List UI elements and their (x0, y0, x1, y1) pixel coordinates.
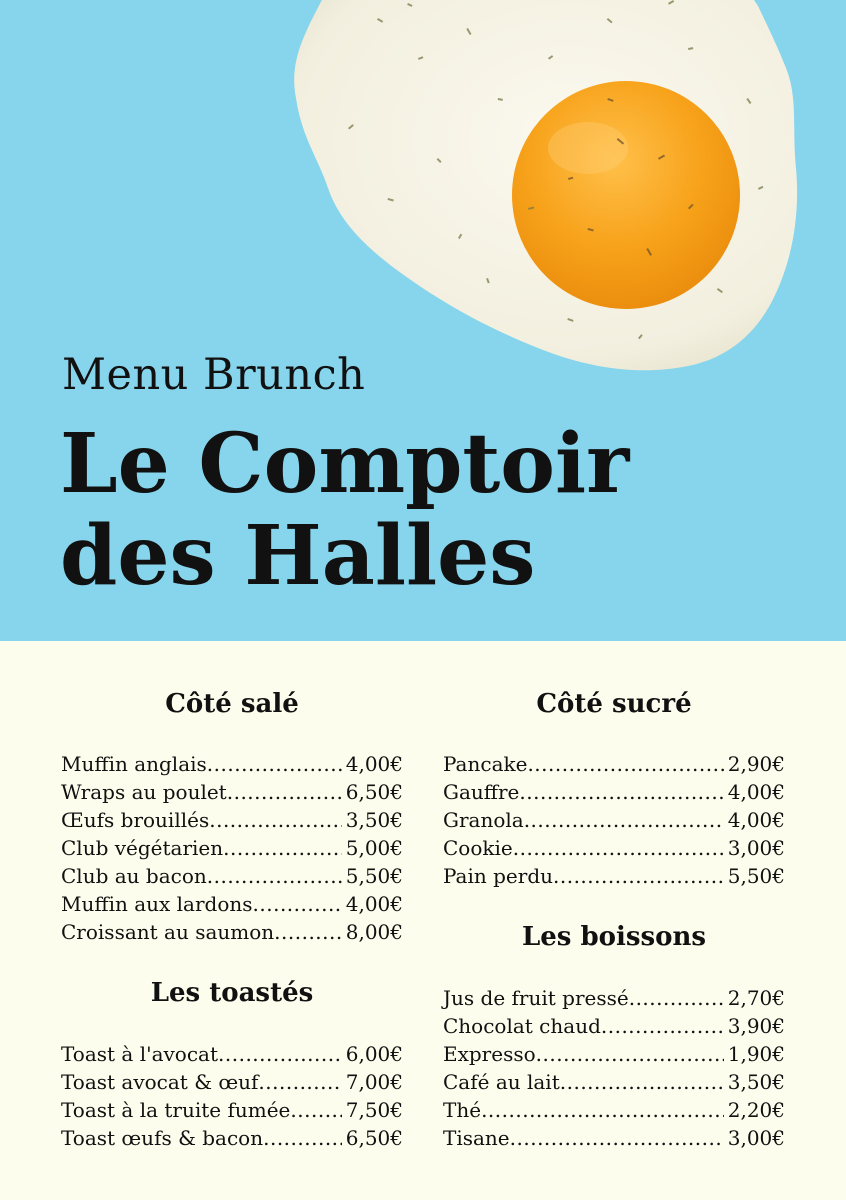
menu-item-name: Toast avocat & œuf (61, 1070, 259, 1094)
menu-item-price: 5,50€ (727, 864, 785, 888)
menu-item-price: 2,20€ (727, 1098, 785, 1122)
menu-item (61, 778, 403, 806)
restaurant-name-line2: des Halles (60, 508, 536, 604)
menu-item-name: Club au bacon (61, 864, 207, 888)
menu-item-name: Œufs brouillés (61, 808, 210, 832)
menu-item-name: Gauffre (443, 780, 520, 804)
menu-item-price: 7,50€ (345, 1098, 403, 1122)
restaurant-name-line1: Le Comptoir (60, 416, 630, 512)
section-title-sucre: Côté sucré (536, 689, 692, 719)
menu-item-name: Tisane (443, 1126, 510, 1150)
menu-item (61, 1040, 403, 1068)
dot-leader (207, 750, 342, 778)
dot-leader (263, 1124, 342, 1152)
fried-egg-image (288, 0, 808, 380)
menu-item (443, 984, 785, 1012)
menu-item-name: Pain perdu (443, 864, 553, 888)
menu-item-price: 3,50€ (727, 1070, 785, 1094)
menu-item-name: Jus de fruit pressé (443, 986, 629, 1010)
menu-item (443, 834, 785, 862)
dot-leader (519, 778, 723, 806)
menu-item (443, 1124, 785, 1152)
dot-leader (536, 1040, 724, 1068)
menu-item-name: Thé (443, 1098, 482, 1122)
menu-item (61, 750, 403, 778)
menu-item-price: 5,50€ (345, 864, 403, 888)
menu-item (443, 862, 785, 890)
dot-leader (527, 750, 723, 778)
section-list-boissons (443, 984, 785, 1152)
menu-item-price: 2,90€ (727, 752, 785, 776)
dot-leader (290, 1096, 341, 1124)
menu-item-name: Club végétarien (61, 836, 224, 860)
menu-item-name: Toast à la truite fumée (61, 1098, 291, 1122)
menu-item-name: Toast œufs & bacon (61, 1126, 264, 1150)
menu-item-price: 2,70€ (727, 986, 785, 1010)
menu-item-price: 3,50€ (345, 808, 403, 832)
menu-item (443, 750, 785, 778)
menu-item-name: Croissant au saumon (61, 920, 275, 944)
menu-item (61, 862, 403, 890)
menu-item (443, 1012, 785, 1040)
section-title-sale: Côté salé (165, 689, 299, 719)
menu-item-name: Granola (443, 808, 524, 832)
section-list-sucre (443, 750, 785, 890)
dot-leader (218, 1040, 342, 1068)
menu-item (443, 1068, 785, 1096)
menu-item-price: 5,00€ (345, 836, 403, 860)
dot-leader (274, 918, 342, 946)
menu-item (61, 806, 403, 834)
menu-item (443, 1040, 785, 1068)
menu-item-price: 4,00€ (345, 752, 403, 776)
menu-item-name: Chocolat chaud (443, 1014, 601, 1038)
dot-leader (629, 984, 724, 1012)
dot-leader (223, 834, 342, 862)
menu-item-name: Toast à l'avocat (61, 1042, 219, 1066)
menu-item (443, 806, 785, 834)
menu-item-price: 4,00€ (727, 780, 785, 804)
menu-item-price: 3,00€ (727, 1126, 785, 1150)
dot-leader (553, 862, 724, 890)
menu-item-price: 1,90€ (727, 1042, 785, 1066)
section-list-sale (61, 750, 403, 946)
menu-subtitle: Menu Brunch (62, 350, 366, 400)
menu-item (443, 778, 785, 806)
dot-leader (253, 890, 342, 918)
dot-leader (513, 834, 724, 862)
menu-item (61, 1068, 403, 1096)
menu-item (61, 918, 403, 946)
dot-leader (510, 1124, 724, 1152)
menu-item-price: 4,00€ (345, 892, 403, 916)
menu-item-name: Café au lait (443, 1070, 560, 1094)
menu-item-price: 3,90€ (727, 1014, 785, 1038)
menu-item-name: Expresso (443, 1042, 536, 1066)
menu-item (61, 890, 403, 918)
restaurant-name (60, 418, 629, 602)
menu-item-name: Wraps au poulet (61, 780, 227, 804)
dot-leader (207, 862, 342, 890)
menu-item (61, 1124, 403, 1152)
dot-leader (560, 1068, 724, 1096)
dot-leader (524, 806, 724, 834)
dot-leader (481, 1096, 724, 1124)
menu-item-price: 3,00€ (727, 836, 785, 860)
menu-item-price: 6,00€ (345, 1042, 403, 1066)
menu-item-price: 6,50€ (345, 1126, 403, 1150)
menu-item-price: 8,00€ (345, 920, 403, 944)
section-list-toastes (61, 1040, 403, 1152)
menu-item-name: Muffin aux lardons (61, 892, 253, 916)
menu-item-name: Pancake (443, 752, 528, 776)
menu-item (61, 1096, 403, 1124)
dot-leader (258, 1068, 341, 1096)
menu-item-name: Cookie (443, 836, 513, 860)
section-title-toastes: Les toastés (150, 978, 314, 1008)
dot-leader (227, 778, 342, 806)
menu-item-price: 6,50€ (345, 780, 403, 804)
dot-leader (601, 1012, 724, 1040)
menu-item (61, 834, 403, 862)
menu-item-price: 4,00€ (727, 808, 785, 832)
menu-item-price: 7,00€ (345, 1070, 403, 1094)
menu-item (443, 1096, 785, 1124)
section-title-boissons: Les boissons (521, 922, 707, 952)
menu-item-name: Muffin anglais (61, 752, 207, 776)
dot-leader (209, 806, 342, 834)
